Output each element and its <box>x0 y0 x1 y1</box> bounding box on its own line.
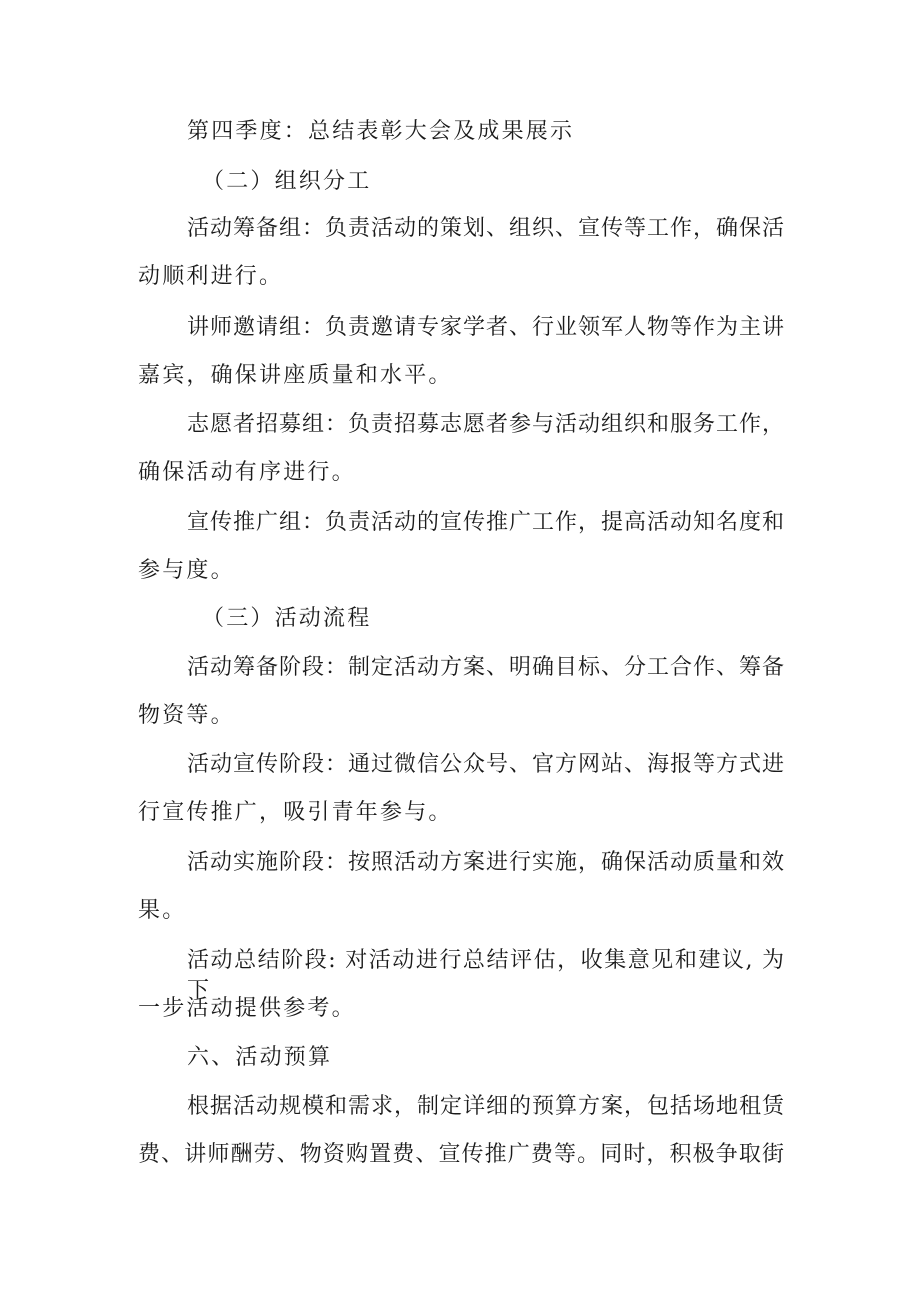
section-heading: （二）组织分工 <box>202 169 372 194</box>
paragraph-line: 物资等。 <box>138 703 235 728</box>
paragraph-line: 活动总结阶段: 对活动进行总结评估，收集意见和建议, 为下 <box>187 948 785 1003</box>
paragraph-line: 根据活动规模和需求，制定详细的预算方案，包括场地租赁 <box>187 1094 786 1119</box>
paragraph-line: 活动宣传阶段：通过微信公众号、官方网站、海报等方式进 <box>187 752 786 777</box>
paragraph-line: 第四季度：总结表彰大会及成果展示 <box>187 119 575 144</box>
section-heading: （三）活动流程 <box>202 606 372 631</box>
paragraph-line: 费、讲师酬劳、物资购置费、宣传推广费等。同时，积极争取街 <box>138 1142 785 1167</box>
paragraph-line: 参与度。 <box>138 558 235 583</box>
paragraph-line: 活动筹备组：负责活动的策划、组织、宣传等工作，确保活 <box>187 216 786 241</box>
paragraph-line: 活动实施阶段：按照活动方案进行实施，确保活动质量和效 <box>187 850 786 875</box>
paragraph-line: 志愿者招募组：负责招募志愿者参与活动组织和服务工作， <box>187 412 786 437</box>
section-heading: 六、活动预算 <box>187 1045 333 1070</box>
paragraph-line: 动顺利进行。 <box>138 264 284 289</box>
paragraph-line: 活动筹备阶段：制定活动方案、明确目标、分工合作、筹备 <box>187 655 786 680</box>
paragraph-line: 确保活动有序进行。 <box>138 460 356 485</box>
paragraph-line: 果。 <box>138 898 187 923</box>
paragraph-line: 嘉宾，确保讲座质量和水平。 <box>138 363 453 388</box>
paragraph-line: 行宣传推广，吸引青年参与。 <box>138 800 453 825</box>
paragraph-line: 一步活动提供参考。 <box>138 996 356 1021</box>
paragraph-line: 宣传推广组：负责活动的宣传推广工作，提高活动知名度和 <box>187 510 786 535</box>
paragraph-line: 讲师邀请组：负责邀请专家学者、行业领军人物等作为主讲 <box>187 315 786 340</box>
